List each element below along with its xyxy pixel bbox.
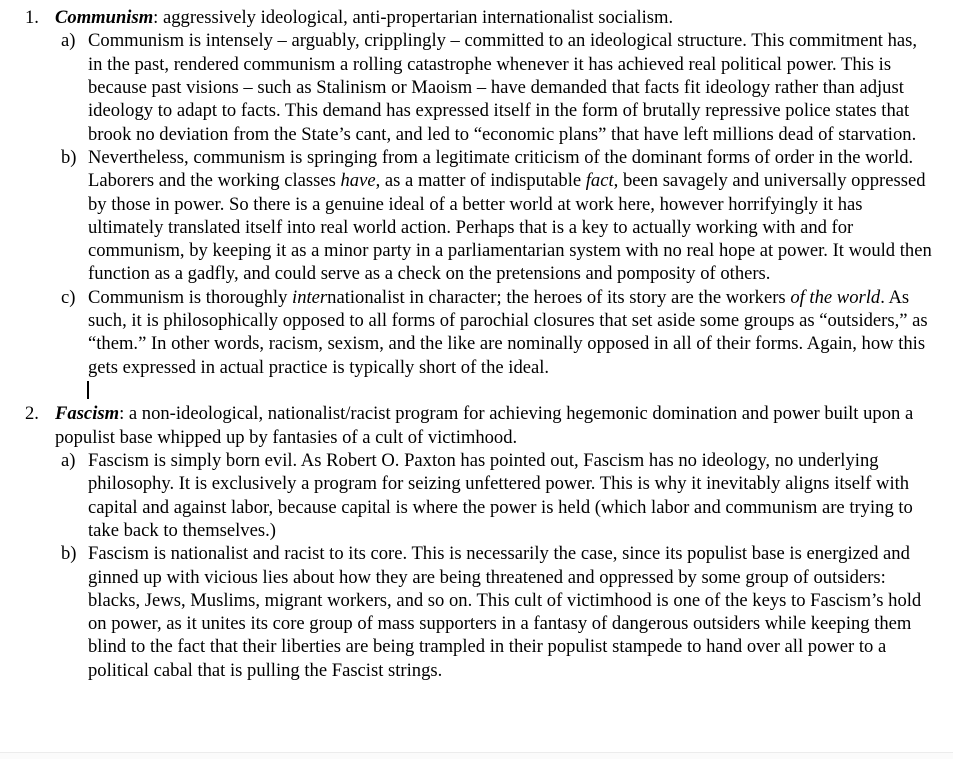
list-subitem-1a[interactable] xyxy=(0,29,953,146)
subitem-letter-marker: a) xyxy=(61,30,76,52)
text-segment: Communism is intensely – arguably, cripplingly – committed to an ideological structure. This commitment has, in the past, rendered communism a rolling catastrophe whenever it has achieved real political power. This is because past visions – such as Stalinism or Maoism – have demanded that facts fit ideology rather than adjust ideology to adapt to facts. This demand has expressed itself in the form of brutally repressive police states that brook no deviation from the State’s cant, and led to “economic plans” that have left millions dead of starvation. xyxy=(88,30,918,145)
subitem-letter-marker: a) xyxy=(61,449,76,471)
list-subitem-1c[interactable] xyxy=(0,286,953,379)
empty-paragraph[interactable] xyxy=(0,379,953,402)
text-segment: of the world xyxy=(790,286,881,308)
text-segment: , as a matter of indisputable xyxy=(375,170,586,192)
list-subitem-2b[interactable] xyxy=(0,542,953,682)
text-segment: have xyxy=(340,170,376,192)
text-segment: : aggressively ideological, anti-propertarian internationalist socialism. xyxy=(153,7,674,28)
text-segment: Communism xyxy=(55,7,154,28)
text-segment: Fascism xyxy=(55,403,120,425)
text-segment: Communism is thoroughly xyxy=(88,286,293,308)
list-number-marker: 1. xyxy=(25,7,39,28)
list-subitem-1b[interactable] xyxy=(0,146,953,286)
text-segment: : a non-ideological, nationalist/racist program for achieving hegemonic domination and power built upon a populist base whipped up by fantasies of a cult of victimhood. xyxy=(55,403,914,448)
text-caret xyxy=(87,381,89,399)
text-segment: Nevertheless, communism is springing from a legitimate criticism of the dominant forms of order in the world. Laborers and the working classes xyxy=(88,146,914,192)
text-segment: Fascism is nationalist and racist to its core. This is necessarily the case, since its populist base is energized and ginned up with vicious lies about how they are being threatened and oppressed by some group of outsiders: blacks, Jews, Muslims, migrant workers, and so on. This cult of victimhood is one of the keys to Fascism’s hold on power, as it unites its core group of mass supporters in a fantasy of dangerous outsiders while keeping them blind to the fact that their liberties are being trampled in their populist stampede to hand over all power to a political cabal that is pulling the Fascist strings. xyxy=(88,543,922,681)
text-segment: inter xyxy=(292,286,328,308)
text-segment: fact xyxy=(585,170,614,192)
text-segment: . As such, it is philosophically opposed to all forms of parochial closures that set aside some groups as “outsiders,” as “them.” In other words, racism, sexism, and the like are nominally opposed in all of their forms. Again, how this gets expressed in actual practice is typically short of the ideal. xyxy=(88,286,928,378)
page-bottom-edge xyxy=(0,752,953,759)
text-segment: Fascism is simply born evil. As Robert O. Paxton has pointed out, Fascism has no ideology, no underlying philosophy. It is exclusively a program for seizing unfettered power. This is why it inevitably aligns itself with capital and against labor, because capital is where the power is held (which labor and communism are trying to take back to themselves.) xyxy=(88,449,913,541)
list-item-heading-2[interactable] xyxy=(0,402,953,449)
subitem-letter-marker: b) xyxy=(61,146,77,168)
subitem-letter-marker: c) xyxy=(61,286,76,308)
text-segment: nationalist in character; the heroes of its story are the workers xyxy=(327,286,791,308)
list-item-heading-1[interactable] xyxy=(0,6,953,29)
subitem-letter-marker: b) xyxy=(61,543,77,565)
text-segment: , been savagely and universally oppressed by those in power. So there is a genuine ideal of a better world at work here, however horrifyingly it has ultimately translated itself into real world action. Perhaps that is a key to actually working with and for communism, by keeping it as a minor party in a parliamentarian system with no real hope at power. It would then function as a gadfly, and could serve as a check on the pretensions and pomposity of others. xyxy=(88,170,932,285)
list-number-marker: 2. xyxy=(25,403,39,425)
list-subitem-2a[interactable] xyxy=(0,449,953,542)
